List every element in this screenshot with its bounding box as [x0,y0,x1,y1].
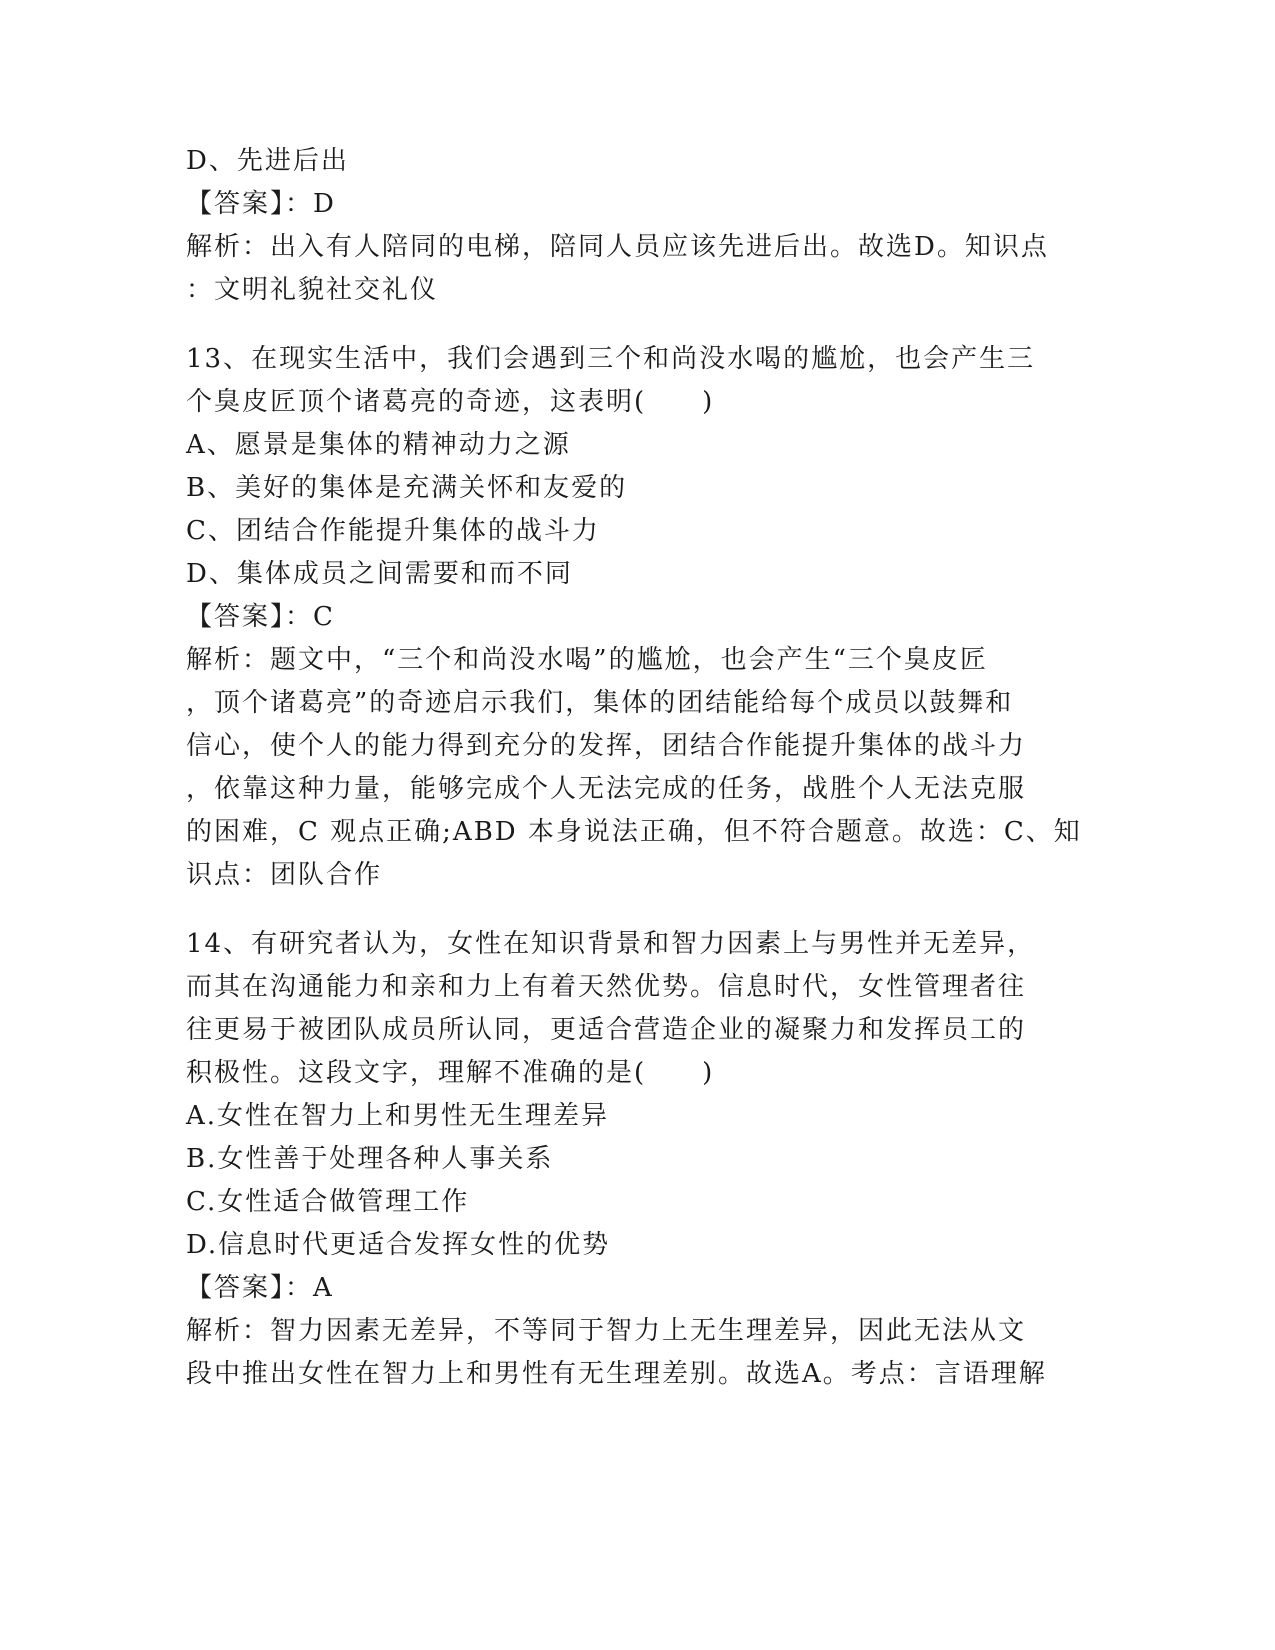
explanation-line: ：文明礼貌社交礼仪 [186,275,439,305]
option-d: D、集体成员之间需要和而不同 [186,559,573,589]
option-a: A、愿景是集体的精神动力之源 [186,430,571,460]
question-stem: 14、有研究者认为，女性在知识背景和智力因素上与男性并无差异， [186,929,1036,959]
answer: 【答案】：C [186,602,335,632]
option-d: D、先进后出 [186,146,349,176]
explanation-line: 识点：团队合作 [186,860,383,890]
question-stem: 13、在现实生活中，我们会遇到三个和尚没水喝的尴尬，也会产生三 [186,344,1036,374]
answer: 【答案】：D [186,189,336,219]
spacer [186,897,1066,923]
option-c: C、团结合作能提升集体的战斗力 [186,516,600,546]
question-13 [186,338,1082,897]
answer: 【答案】：A [186,1273,334,1303]
option-a: A.女性在智力上和男性无生理差异 [186,1101,610,1131]
question-stem: 往更易于被团队成员所认同，更适合营造企业的凝聚力和发挥员工的 [186,1015,1027,1045]
explanation-line: 信心，使个人的能力得到充分的发挥，团结合作能提升集体的战斗力 [186,731,1027,761]
document-page [186,140,1082,1396]
question-12 [186,140,1066,312]
explanation-line: 解析：智力因素无差异，不等同于智力上无生理差异，因此无法从文 [186,1316,1027,1346]
explanation-line: 解析：题文中，“三个和尚没水喝”的尴尬，也会产生“三个臭皮匠 [186,645,988,675]
explanation-line: 段中推出女性在智力上和男性有无生理差别。故选A。考点：言语理解 [186,1359,1047,1389]
explanation-line: ，依靠这种力量，能够完成个人无法完成的任务，战胜个人无法克服 [186,774,1027,804]
explanation-line: ，顶个诸葛亮”的奇迹启示我们，集体的团结能给每个成员以鼓舞和 [186,688,1014,718]
option-d: D.信息时代更适合发挥女性的优势 [186,1230,611,1260]
question-stem: 个臭皮匠顶个诸葛亮的奇迹，这表明( ) [186,387,715,417]
explanation-line: 解析：出入有人陪同的电梯，陪同人员应该先进后出。故选D。知识点 [186,232,1049,262]
spacer [186,312,1066,338]
question-14 [186,923,1066,1396]
explanation-line: 的困难，C 观点正确;ABD 本身说法正确，但不符合题意。故选：C、知 [186,817,1082,847]
option-c: C.女性适合做管理工作 [186,1187,470,1217]
option-b: B.女性善于处理各种人事关系 [186,1144,554,1174]
question-stem: 而其在沟通能力和亲和力上有着天然优势。信息时代，女性管理者往 [186,972,1027,1002]
question-stem: 积极性。这段文字，理解不准确的是( ) [186,1058,715,1088]
option-b: B、美好的集体是充满关怀和友爱的 [186,473,628,503]
